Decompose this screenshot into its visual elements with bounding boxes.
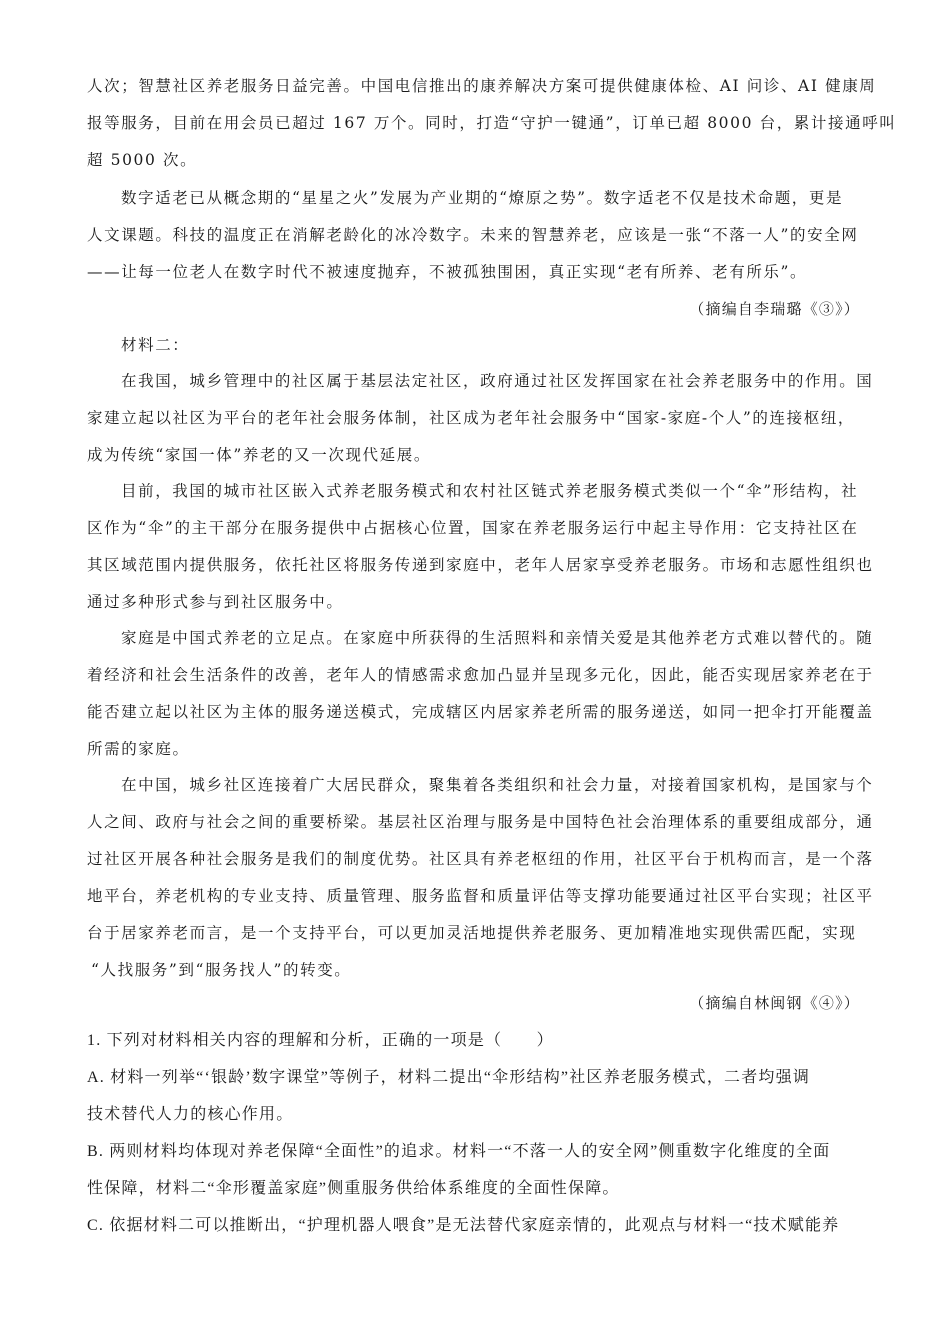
text-line: 人次；智慧社区养老服务日益完善。中国电信推出的康养解决方案可提供健康体检、AI 问诊、AI 健康周 [87, 77, 877, 95]
text-line: 成为传统“家国一体”养老的又一次现代延展。 [87, 446, 431, 464]
material2-paragraph-3 [87, 620, 874, 768]
material1-tail [87, 68, 897, 179]
text-line: 目前，我国的城市社区嵌入式养老服务模式和农村社区链式养老服务模式类似一个“伞”形结构，社 [121, 482, 859, 500]
option-a-line: A. 材料一列举“‘银龄’数字课堂”等例子，材料二提出“伞形结构”社区养老服务模式，二者均强调 [87, 1069, 811, 1086]
text-line: ——让每一位老人在数字时代不被速度抛弃，不被孤独围困，真正实现“老有所养、老有所乐”。 [87, 263, 808, 281]
text-line: 报等服务，目前在用会员已超过 167 万个。同时，打造“守护一键通”，订单已超 8000 台，累计接通呼叫 [87, 114, 897, 132]
option-c-line: C. 依据材料二可以推断出，“护理机器人喂食”是无法替代家庭亲情的，此观点与材料一“技术赋能养 [87, 1217, 840, 1234]
text-line: 着经济和社会生活条件的改善，老年人的情感需求愈加凸显并呈现多元化，因此，能否实现居家养老在于 [87, 666, 874, 684]
material2-paragraph-4 [87, 767, 874, 989]
material2-paragraph-1 [87, 363, 874, 474]
option-b-line: B. 两则材料均体现对养老保障“全面性”的追求。材料一“不落一人的安全网”侧重数字化维度的全面 [87, 1143, 831, 1160]
text-line: 在我国，城乡管理中的社区属于基层法定社区，政府通过社区发挥国家在社会养老服务中的作用。国 [121, 372, 874, 390]
text-line: 家建立起以社区为平台的老年社会服务体制，社区成为老年社会服务中“国家-家庭-个人”的连接枢纽， [87, 409, 856, 427]
text-line: 其区域范围内提供服务，依托社区将服务传递到家庭中，老年人居家享受养老服务。市场和志愿性组织也 [87, 556, 874, 574]
text-line: 区作为“伞”的主干部分在服务提供中占据核心位置，国家在养老服务运行中起主导作用：它支持社区在 [87, 519, 859, 537]
material2-paragraph-2 [87, 473, 874, 621]
option-a[interactable] [87, 1059, 862, 1133]
option-b[interactable] [87, 1133, 862, 1207]
text-line: 地平台，养老机构的专业支持、质量管理、服务监督和质量评估等支撑功能要通过社区平台实现；社区平 [87, 887, 874, 905]
text-line: 家庭是中国式养老的立足点。在家庭中所获得的生活照料和亲情关爱是其他养老方式难以替代的。随 [121, 629, 874, 647]
source-citation-1: （摘编自李瑞璐《③》） [689, 300, 860, 318]
section-label: 材料二： [121, 336, 190, 354]
text-line: 数字适老已从概念期的“星星之火”发展为产业期的“燎原之势”。数字适老不仅是技术命题，更是 [121, 189, 844, 207]
source-citation-2: （摘编自林闽钢《④》） [689, 994, 860, 1012]
text-line: 通过多种形式参与到社区服务中。 [87, 593, 344, 611]
text-line: 人之间、政府与社会之间的重要桥梁。基层社区治理与服务是中国特色社会治理体系的重要组成部分，通 [87, 813, 874, 831]
option-a-line: 技术替代人力的核心作用。 [87, 1106, 294, 1123]
text-line: “人找服务”到“服务找人”的转变。 [91, 961, 352, 979]
text-line: 能否建立起以社区为主体的服务递送模式，完成辖区内居家养老所需的服务递送，如同一把伞打开能覆盖 [87, 703, 874, 721]
text-line: 过社区开展各种社会服务是我们的制度优势。社区具有养老枢纽的作用，社区平台于机构而言，是一个落 [87, 850, 874, 868]
option-b-line: 性保障，材料二“伞形覆盖家庭”侧重服务供给体系维度的全面性保障。 [87, 1180, 620, 1197]
text-line: 人文课题。科技的温度正在消解老龄化的冰冷数字。未来的智慧养老，应该是一张“不落一人”的安全网 [87, 226, 859, 244]
text-line: 在中国，城乡社区连接着广大居民群众，聚集着各类组织和社会力量，对接着国家机构，是国家与个 [121, 776, 874, 794]
question-1 [87, 1022, 862, 1244]
text-line: 所需的家庭。 [87, 740, 190, 758]
text-line: 超 5000 次。 [87, 151, 198, 169]
material2-label [87, 327, 862, 364]
question-stem: 1. 下列对材料相关内容的理解和分析，正确的一项是（ ） [87, 1032, 554, 1049]
material1-conclusion [87, 180, 862, 291]
text-line: 台于居家养老而言，是一个支持平台，可以更加灵活地提供养老服务、更加精准地实现供需匹配，实现 [87, 924, 857, 942]
option-c[interactable] [87, 1207, 862, 1244]
